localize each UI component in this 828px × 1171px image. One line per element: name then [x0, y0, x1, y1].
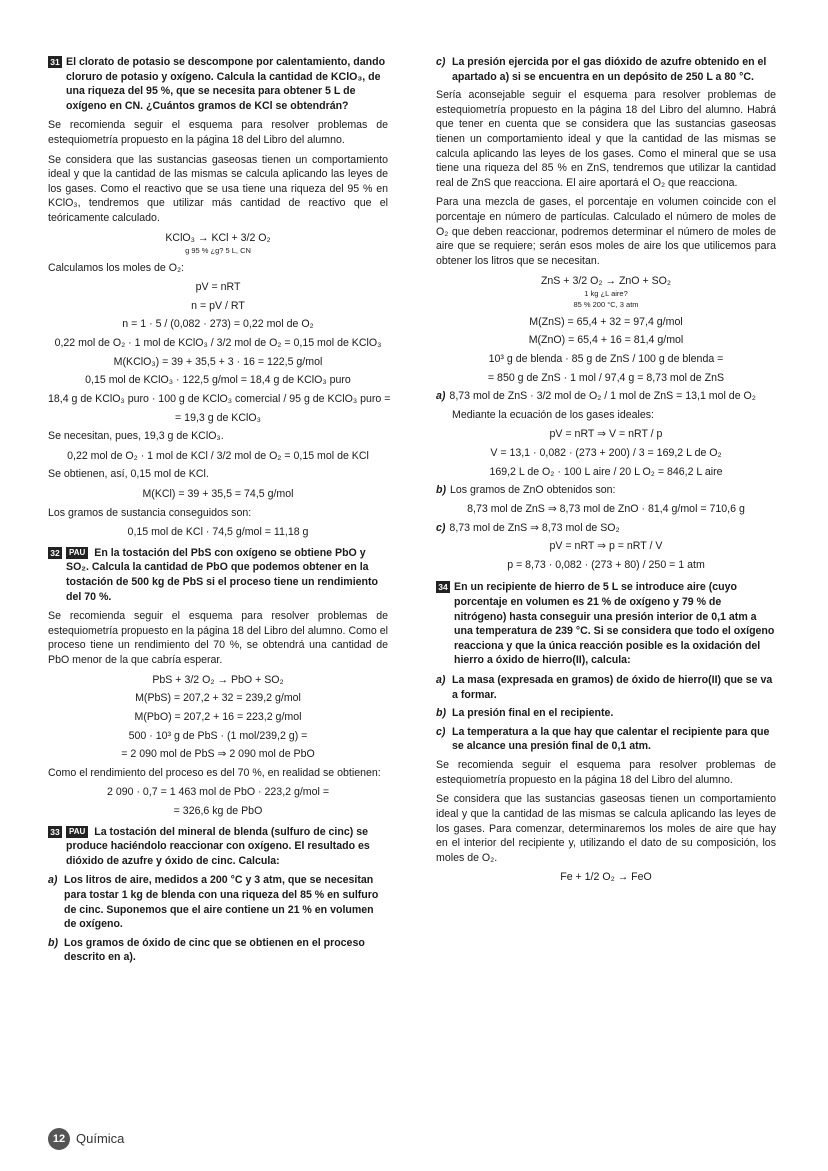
equation-annotation: 85 % 200 °C, 3 atm	[573, 300, 639, 310]
equation: = 326,6 kg de PbO	[173, 804, 263, 817]
equation: KClO₃ → KCl + 3/2 O₂	[165, 231, 271, 244]
problem-text: La tostación del mineral de blenda (sulfuro de cinc) se produce haciéndolo reaccionar con oxígeno. El resultado es dióxido de azufre y óxido de cinc. Calcula:	[66, 825, 370, 867]
problem-number: 32	[48, 547, 62, 559]
pau-badge: PAU	[66, 826, 88, 838]
equation: 8,73 mol de ZnS ⇒ 8,73 mol de ZnO · 81,4 g/mol = 710,6 g	[467, 502, 745, 515]
paragraph: Sería aconsejable seguir el esquema para resolver problemas de estequiometría propuesto en la página 18 del Libro del alumno. Habrá que tener en cuenta que se considera que las sustancias gaseosas tienen un comportamiento ideal y que la cantidad de las mismas se calcula aplicando las leyes de los gases. Como el mineral que se usa tiene una riqueza del 85 % en ZnS, tendremos que utilizar la cantidad real de ZnS que reacciona. El aire aportará el O₂ que reacciona.	[436, 89, 776, 189]
left-column	[48, 55, 391, 969]
equation: M(PbO) = 207,2 + 16 = 223,2 g/mol	[134, 710, 302, 723]
equation: n = pV / RT	[191, 299, 245, 312]
subquestion-a: a) La masa (expresada en gramos) de óxido de hierro(II) que se va a formar.	[436, 674, 773, 701]
equation: 500 · 10³ g de PbS · (1 mol/239,2 g) =	[128, 729, 308, 742]
problem-34-statement	[436, 580, 776, 668]
equation: 10³ g de blenda · 85 g de ZnS / 100 g de blenda =	[488, 353, 724, 366]
equation: M(PbS) = 207,2 + 32 = 239,2 g/mol	[135, 692, 301, 705]
subquestion-b: b) La presión final en el recipiente.	[436, 707, 614, 720]
equation-annotation: 1 kg ¿L aire?	[584, 289, 628, 299]
answer-b: b) Los gramos de ZnO obtenidos son:	[436, 484, 616, 497]
problem-number: 33	[48, 826, 62, 838]
subquestion-a: a) Los litros de aire, medidos a 200 °C y 3 atm, que se necesitan para tostar 1 kg de blenda con una riqueza del 85 % en sulfuro de cinc. Suponemos que el aire contiene un 21 % en volumen de oxígeno.	[48, 874, 379, 931]
subquestion-c: c) La temperatura a la que hay que calentar el recipiente para que se alcance una presión final de 0,1 atm.	[436, 725, 770, 753]
equation: 0,22 mol de O₂ · 1 mol de KClO₃ / 3/2 mol de O₂ = 0,15 mol de KClO₃	[54, 337, 382, 350]
problem-text: En un recipiente de hierro de 5 L se introduce aire (cuyo porcentaje en volumen es 21 % de oxígeno y 79 % de nitrógeno) hasta conseguir una presión interior de 0,1 atm a una temperatura de 239 °C. Si se considera que todo el oxígeno reacciona y que la única reacción posible es la oxidación del hierro a óxido de hierro(II), calcula:	[454, 581, 775, 667]
paragraph: Para una mezcla de gases, el porcentaje en volumen coincide con el porcentaje en número de partículas. Calculado el número de moles de O₂ que deben reaccionar, podremos determinar el número de moles de aire que se requiere; serán esos moles de aire los que utilicemos para obtener los litros que se necesitan.	[436, 196, 776, 267]
equation-annotation: g 95 % ¿g? 5 L, CN	[185, 246, 251, 256]
problem-33-statement	[48, 825, 388, 869]
problem-31-statement	[48, 55, 388, 113]
equation: pV = nRT	[195, 281, 241, 294]
equation: V = 13,1 · 0,082 · (273 + 200) / 3 = 169,2 L de O₂	[490, 447, 722, 460]
equation: M(ZnO) = 65,4 + 16 = 81,4 g/mol	[528, 334, 684, 347]
paragraph: Se recomienda seguir el esquema para resolver problemas de estequiometría propuesto en la página 18 del Libro del alumno.	[436, 759, 776, 786]
paragraph: Calculamos los moles de O₂:	[48, 261, 184, 274]
problem-number: 31	[48, 56, 62, 68]
paragraph: Se considera que las sustancias gaseosas tienen un comportamiento ideal y que la cantidad de las mismas se calcula aplicando las leyes de los gases. Para comenzar, determinaremos los moles de aire que hay en el interior del recipiente y, utilizando el dato de su composición, los moles de O₂.	[436, 793, 776, 864]
paragraph: Se obtienen, así, 0,15 mol de KCl.	[48, 468, 209, 481]
equation: 0,22 mol de O₂ · 1 mol de KCl / 3/2 mol de O₂ = 0,15 mol de KCl	[67, 449, 369, 462]
equation: = 2 090 mol de PbS ⇒ 2 090 mol de PbO	[121, 748, 315, 761]
equation: pV = nRT ⇒ p = nRT / V	[549, 540, 663, 553]
answer-a: a) 8,73 mol de ZnS · 3/2 mol de O₂ / 1 mol de ZnS = 13,1 mol de O₂	[436, 390, 756, 403]
problem-text: En la tostación del PbS con oxígeno se obtiene PbO y SO₂. Calcula la cantidad de PbO que podemos obtener en la tostación de 500 kg de PbS si el proceso tiene un rendimiento del 70 %.	[66, 546, 379, 603]
equation: pV = nRT ⇒ V = nRT / p	[549, 428, 663, 441]
equation: 2 090 · 0,7 = 1 463 mol de PbO · 223,2 g/mol =	[106, 786, 330, 799]
equation: 18,4 g de KClO₃ puro · 100 g de KClO₃ comercial / 95 g de KClO₃ puro =	[48, 392, 391, 405]
paragraph: Mediante la ecuación de los gases ideales:	[452, 408, 655, 421]
equation: 169,2 L de O₂ · 100 L aire / 20 L O₂ = 846,2 L aire	[489, 465, 723, 478]
answer-c: c) 8,73 mol de ZnS ⇒ 8,73 mol de SO₂	[436, 521, 620, 534]
page-number: 12	[48, 1128, 70, 1150]
paragraph: Los gramos de sustancia conseguidos son:	[48, 506, 252, 519]
equation: = 850 g de ZnS · 1 mol / 97,4 g = 8,73 mol de ZnS	[487, 371, 725, 384]
equation: 0,15 mol de KCl · 74,5 g/mol = 11,18 g	[127, 526, 309, 539]
subquestion-c: c) La presión ejercida por el gas dióxido de azufre obtenido en el apartado a) si se encuentra en un depósito de 250 L a 80 °C.	[436, 56, 767, 83]
paragraph: Se considera que las sustancias gaseosas tienen un comportamiento ideal y que la cantidad de las mismas se calcula aplicando las leyes de los gases. Como el reactivo que se usa tiene una riqueza del 95 % en KClO₃, tendremos que utilizar más cantidad de reactivo que el teóricamente calculado.	[48, 153, 388, 225]
equation: 0,15 mol de KClO₃ · 122,5 g/mol = 18,4 g de KClO₃ puro	[85, 374, 351, 387]
equation: M(ZnS) = 65,4 + 32 = 97,4 g/mol	[529, 315, 683, 328]
right-column	[436, 55, 776, 889]
equation: M(KClO₃) = 39 + 35,5 + 3 · 16 = 122,5 g/mol	[113, 355, 323, 368]
paragraph: Se recomienda seguir el esquema para resolver problemas de estequiometría propuesto en la página 18 del Libro del alumno. Como el proceso tiene un rendimiento del 70 %, se obtendrá una cantidad de PbO menor de la que cabría esperar.	[48, 610, 388, 667]
paragraph: Como el rendimiento del proceso es del 70 %, en realidad se obtienen:	[48, 766, 381, 779]
problem-number: 34	[436, 581, 450, 593]
paragraph: Se necesitan, pues, 19,3 g de KClO₃.	[48, 430, 224, 443]
equation: ZnS + 3/2 O₂ → ZnO + SO₂	[540, 274, 672, 287]
paragraph: Se recomienda seguir el esquema para resolver problemas de estequiometría propuesto en la página 18 del Libro del alumno.	[48, 119, 388, 147]
subject-label: Química	[76, 1131, 125, 1147]
equation: PbS + 3/2 O₂ → PbO + SO₂	[152, 673, 284, 686]
equation: = 19,3 g de KClO₃	[175, 411, 261, 424]
problem-32-statement	[48, 546, 388, 604]
equation: n = 1 · 5 / (0,082 · 273) = 0,22 mol de O₂	[122, 318, 314, 331]
subquestion-b: b) Los gramos de óxido de cinc que se obtienen en el proceso descrito en a).	[48, 936, 365, 964]
problem-text: El clorato de potasio se descompone por calentamiento, dando cloruro de potasio y oxígeno. Calcula la cantidad de KClO₃, de una riqueza del 95 %, que se necesita para obtener 5 L de oxígeno en CN. ¿Cuántos gramos de KCl se obtendrán?	[66, 56, 386, 112]
page-footer	[48, 1128, 124, 1150]
equation: M(KCl) = 39 + 35,5 = 74,5 g/mol	[142, 487, 294, 500]
pau-badge: PAU	[66, 547, 88, 559]
equation: p = 8,73 · 0,082 · (273 + 80) / 250 = 1 atm	[507, 558, 705, 571]
equation: Fe + 1/2 O₂ → FeO	[560, 871, 652, 884]
